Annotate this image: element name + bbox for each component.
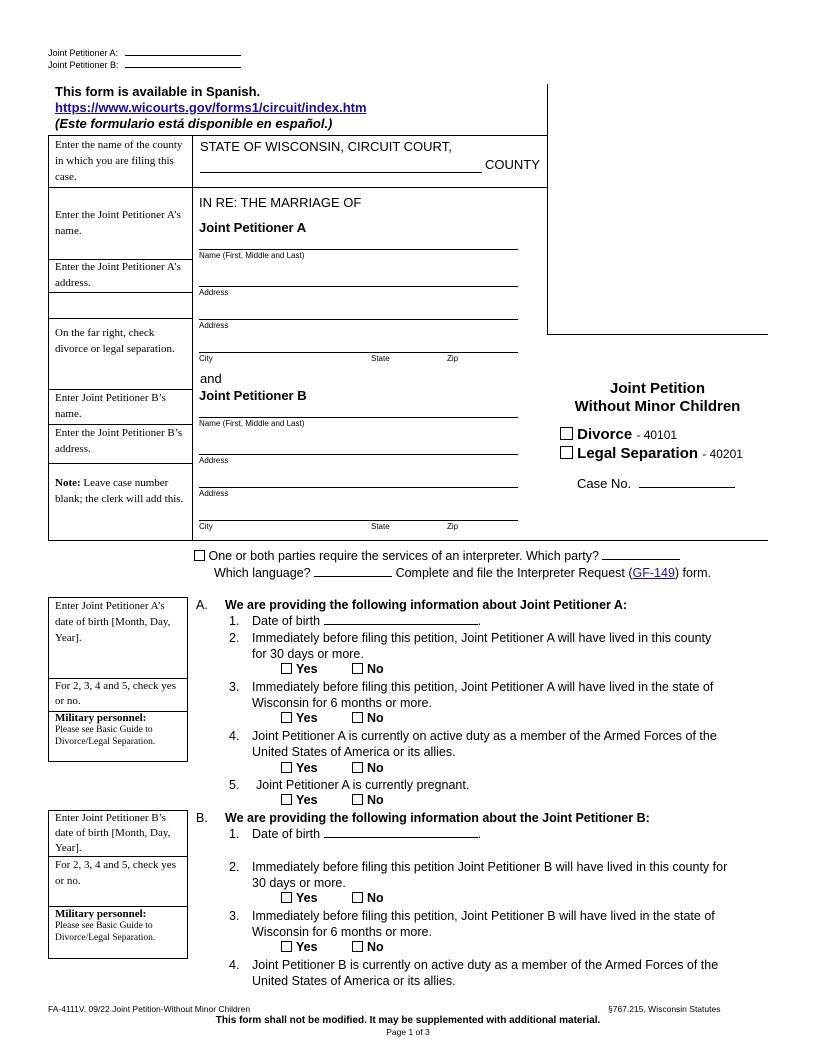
zip-label: Zip: [447, 522, 459, 531]
petitioner-b-name-field[interactable]: [199, 417, 518, 418]
petitioner-a-heading: Joint Petitioner A: [199, 220, 307, 235]
section-a-letter: A.: [196, 598, 208, 612]
a-item-text: Immediately before filing this petition, Joint Petitioner A will have lived in this county: [252, 631, 712, 645]
b-q2-yes[interactable]: [281, 891, 318, 905]
spanish-url-link[interactable]: https://www.wicourts.gov/forms1/circuit/index.htm: [55, 100, 367, 115]
b-item-text2: United States of America or its allies.: [252, 974, 456, 988]
b-item-num: 4.: [229, 958, 240, 972]
county-field[interactable]: [200, 172, 482, 173]
spanish-italic-line: (Este formulario está disponible en español.): [55, 116, 333, 131]
instr-note: [55, 475, 187, 507]
petitioner-a-address-field[interactable]: [199, 286, 518, 287]
legal-separation-code: - 40201: [702, 447, 743, 461]
section-b-military-bold: Military personnel:: [55, 908, 147, 920]
instr-county: Enter the name of the county in which you are filing this case.: [55, 139, 183, 183]
no-label: No: [367, 662, 384, 676]
b-item-text: Joint Petitioner B is currently on active duty as a member of the Armed Forces of the: [252, 958, 719, 972]
court-bottom-border: [192, 187, 547, 188]
a-q5-no[interactable]: [352, 793, 384, 807]
case-number-label: Case No.: [577, 476, 632, 491]
city-label: City: [199, 354, 213, 363]
a-item-1: Date of birth .: [252, 614, 482, 628]
a-dob-field[interactable]: [324, 624, 478, 625]
court-state: STATE OF WISCONSIN, CIRCUIT COURT,: [200, 139, 452, 154]
header-petitioner-a: [48, 48, 241, 58]
a-q5-yes-checkbox[interactable]: [281, 794, 292, 805]
petitioner-b-heading: Joint Petitioner B: [199, 388, 307, 403]
address-label: Address: [199, 456, 229, 465]
no-label: No: [367, 761, 384, 775]
a-q2-yes-checkbox[interactable]: [281, 663, 292, 674]
spanish-line: This form is available in Spanish.: [55, 84, 261, 99]
yes-label: Yes: [296, 761, 318, 775]
instr-divider: [48, 318, 192, 319]
a-q5-no-checkbox[interactable]: [352, 794, 363, 805]
interpreter-line2: Complete and file the Interpreter Request (: [395, 566, 633, 580]
instr-divider: [48, 540, 192, 541]
interpreter-party-field[interactable]: [602, 559, 680, 560]
form-title-line2: Without Minor Children: [574, 398, 741, 415]
instr-a-address: Enter the Joint Petitioner A’s address.: [55, 261, 181, 289]
b-item-text: Immediately before filing this petition Joint Petitioner B will have lived in this county for: [252, 860, 728, 874]
interpreter-checkbox[interactable]: [194, 550, 205, 561]
a-item-text: Date of birth: [252, 614, 321, 628]
right-box-bottom-border: [547, 334, 768, 335]
a-q2-yes[interactable]: [281, 662, 318, 676]
caption-divider: [192, 135, 193, 540]
a-q3-no[interactable]: [352, 711, 384, 725]
instr-b-name: Enter Joint Petitioner B’s name.: [55, 392, 166, 420]
b-dob-field[interactable]: [324, 837, 478, 838]
b-q3-yes-checkbox[interactable]: [281, 941, 292, 952]
a-item-text2: for 30 days or more.: [252, 647, 364, 661]
divorce-label: Divorce: [577, 426, 633, 443]
section-b-side-check: For 2, 3, 4 and 5, check yes or no.: [55, 859, 176, 887]
divorce-checkbox[interactable]: [560, 427, 573, 440]
footer-form-id: FA-4111V, 09/22 Joint Petition-Without Minor Children: [48, 1004, 251, 1014]
a-q4-no-checkbox[interactable]: [352, 762, 363, 773]
form-title: [547, 380, 768, 416]
address-label: Address: [199, 321, 229, 330]
zip-label: Zip: [447, 354, 459, 363]
footer-statute: §767.215, Wisconsin Statutes: [608, 1004, 721, 1014]
county-label: COUNTY: [485, 157, 540, 172]
yes-label: Yes: [296, 711, 318, 725]
a-q3-yes-checkbox[interactable]: [281, 712, 292, 723]
header-petitioner-b-field[interactable]: [125, 67, 241, 68]
a-item-text: Joint Petitioner A is currently pregnant.: [256, 778, 470, 792]
footer-notice: This form shall not be modified. It may be supplemented with additional material.: [215, 1015, 601, 1026]
petitioner-a-address2-field[interactable]: [199, 319, 518, 320]
petitioner-b-address-field[interactable]: [199, 454, 518, 455]
divorce-option[interactable]: [560, 426, 677, 443]
section-a-side-military: [55, 712, 185, 748]
section-b-military-text: Please see Basic Guide to Divorce/Legal Separation.: [55, 921, 156, 943]
b-item-text2: Wisconsin for 6 months or more.: [252, 925, 432, 939]
a-item-text2: United States of America or its allies.: [252, 745, 456, 759]
form-title-line1: Joint Petition: [610, 380, 705, 397]
no-label: No: [367, 793, 384, 807]
no-label: No: [367, 891, 384, 905]
b-item-text2: 30 days or more.: [252, 876, 346, 890]
caption-bottom-border: [192, 540, 768, 541]
b-q2-no[interactable]: [352, 891, 384, 905]
a-item-num: 1.: [229, 614, 240, 628]
state-label: State: [371, 354, 390, 363]
b-item-num: 1.: [229, 827, 240, 841]
interpreter-language-label: Which language?: [214, 566, 311, 580]
b-q3-no-checkbox[interactable]: [352, 941, 363, 952]
divorce-code: - 40101: [636, 428, 678, 442]
instr-a-name: Enter the Joint Petitioner A’s name.: [55, 209, 181, 237]
b-q3-no[interactable]: [352, 940, 384, 954]
b-item-text: Date of birth: [252, 827, 321, 841]
b-item-num: 2.: [229, 860, 240, 874]
section-b-side-military: [55, 908, 185, 944]
section-a-heading: We are providing the following information about Joint Petitioner A:: [225, 598, 628, 612]
section-b-side-divider: [48, 906, 187, 907]
spanish-note: [55, 84, 367, 132]
a-item-num: 5.: [229, 778, 240, 792]
legal-separation-label: Legal Separation: [577, 445, 699, 462]
section-b-heading: We are providing the following information about the Joint Petitioner B:: [225, 811, 650, 825]
state-label: State: [371, 522, 390, 531]
instr-b-address: Enter the Joint Petitioner B’s address.: [55, 427, 183, 455]
instr-note-text: Leave case number blank; the clerk will add this.: [55, 477, 184, 505]
case-number: [577, 476, 735, 491]
petitioner-a-name-field[interactable]: [199, 249, 518, 250]
interpreter-section: [194, 548, 711, 582]
name-label: Name (First, Middle and Last): [199, 419, 305, 428]
a-item-num: 3.: [229, 680, 240, 694]
header-petitioner-b-label: Joint Petitioner B:: [48, 60, 119, 70]
interpreter-language-field[interactable]: [314, 576, 392, 577]
section-a-military-text: Please see Basic Guide to Divorce/Legal Separation.: [55, 725, 156, 747]
in-re-line: IN RE: THE MARRIAGE OF: [199, 195, 362, 210]
a-item-num: 2.: [229, 631, 240, 645]
a-q5-yes[interactable]: [281, 793, 318, 807]
caption-top-border: [48, 135, 547, 136]
b-q2-no-checkbox[interactable]: [352, 892, 363, 903]
header-petitioner-a-label: Joint Petitioner A:: [48, 48, 119, 58]
petitioner-b-address2-field[interactable]: [199, 487, 518, 488]
yes-label: Yes: [296, 793, 318, 807]
a-q4-yes-checkbox[interactable]: [281, 762, 292, 773]
address-label: Address: [199, 489, 229, 498]
instr-divider: [48, 292, 192, 293]
city-label: City: [199, 522, 213, 531]
instr-check: On the far right, check divorce or legal separation.: [55, 327, 175, 355]
a-item-text: Immediately before filing this petition, Joint Petitioner A will have lived in the state of: [252, 680, 714, 694]
legal-separation-checkbox[interactable]: [560, 446, 573, 459]
yes-label: Yes: [296, 891, 318, 905]
interpreter-line1: One or both parties require the services of an interpreter. Which party?: [208, 549, 599, 563]
b-item-1: Date of birth .: [252, 827, 482, 841]
right-box-left-border: [547, 84, 548, 335]
a-q3-yes[interactable]: [281, 711, 318, 725]
a-q2-no-checkbox[interactable]: [352, 663, 363, 674]
instr-note-bold: Note:: [55, 477, 81, 489]
yes-label: Yes: [296, 940, 318, 954]
a-q4-no[interactable]: [352, 761, 384, 775]
a-q4-yes[interactable]: [281, 761, 318, 775]
section-a-side-check: For 2, 3, 4 and 5, check yes or no.: [55, 680, 176, 707]
a-item-text: Joint Petitioner A is currently on active duty as a member of the Armed Forces of the: [252, 729, 717, 743]
section-b-letter: B.: [196, 811, 208, 825]
b-q3-yes[interactable]: [281, 940, 318, 954]
instr-divider: [48, 187, 192, 188]
petitioner-b-city-field[interactable]: [199, 520, 518, 521]
name-label: Name (First, Middle and Last): [199, 251, 305, 260]
gf-149-link[interactable]: GF-149: [632, 566, 675, 580]
address-label: Address: [199, 288, 229, 297]
instr-left-border: [48, 135, 49, 540]
no-label: No: [367, 711, 384, 725]
b-item-num: 3.: [229, 909, 240, 923]
section-b-side-dob: Enter Joint Petitioner B’s date of birth [Month, Day, Year].: [55, 812, 171, 854]
instr-divider: [48, 463, 192, 464]
a-q2-no[interactable]: [352, 662, 384, 676]
and-label: and: [200, 371, 222, 386]
b-q2-yes-checkbox[interactable]: [281, 892, 292, 903]
a-q3-no-checkbox[interactable]: [352, 712, 363, 723]
petitioner-a-city-field[interactable]: [199, 352, 518, 353]
header-petitioner-b: [48, 60, 241, 70]
yes-label: Yes: [296, 662, 318, 676]
no-label: No: [367, 940, 384, 954]
header-petitioner-a-field[interactable]: [125, 55, 241, 56]
legal-separation-option[interactable]: [560, 445, 743, 462]
section-a-side-dob: Enter Joint Petitioner A’s date of birth [Month, Day, Year].: [55, 600, 171, 644]
b-item-text: Immediately before filing this petition, Joint Petitioner B will have lived in the state of: [252, 909, 715, 923]
case-number-field[interactable]: [639, 487, 735, 488]
a-item-text2: Wisconsin for 6 months or more.: [252, 696, 432, 710]
section-a-military-bold: Military personnel:: [55, 712, 147, 724]
a-item-num: 4.: [229, 729, 240, 743]
footer-page-number: Page 1 of 3: [386, 1027, 430, 1037]
interpreter-line2-end: ) form.: [674, 566, 712, 580]
